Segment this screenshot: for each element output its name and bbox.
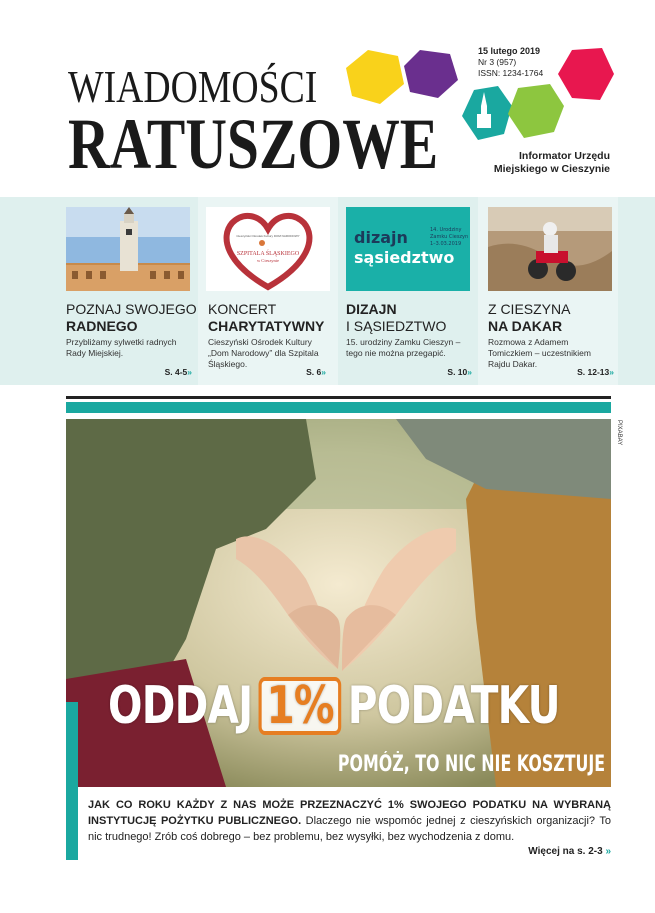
read-more-link[interactable] (528, 846, 611, 857)
banner-side-1: 14. Urodziny (430, 227, 462, 233)
logo-text: SZPITALA ŚLĄSKIEGO (236, 251, 300, 257)
logo-hex-pink (558, 48, 614, 100)
teaser-description: Przybliżamy sylwetki radnych Rady Miejskiej. (66, 337, 177, 358)
percent-badge: 1% (259, 677, 342, 735)
chevron-right-icon: » (187, 367, 192, 377)
lead-accent-bar (66, 702, 78, 860)
logo-hex-yellow (346, 50, 404, 104)
chevron-right-icon: » (321, 367, 326, 377)
motorcycle-photo (488, 207, 612, 291)
teaser-description: Cieszyński Ośrodek Kultury „Dom Narodowy” dla Szpitala Śląskiego. (208, 337, 319, 369)
read-more-label: Więcej na s. 2-3 (528, 846, 603, 857)
publisher-tagline (494, 150, 610, 176)
banner-word-dizajn: dizajn (354, 228, 408, 247)
teaser-heading-light: POZNAJ SWOJEGO (66, 301, 197, 317)
page-number: S. 10 (447, 367, 468, 377)
photo-credit: PIXABAY (616, 420, 622, 446)
logo-subtext: w Cieszynie (256, 258, 280, 263)
issue-meta (478, 46, 543, 79)
teaser-koncert[interactable] (198, 197, 338, 385)
organizer-logo-icon (259, 240, 265, 246)
teaser-heading-light: DIZAJN (346, 301, 397, 317)
page-number: S. 12-13 (577, 367, 610, 377)
teaser-page-ref[interactable] (165, 367, 192, 377)
issue-date: 15 lutego 2019 (478, 46, 541, 56)
lead-bold: JAK CO ROKU KAŻDY Z NAS MOŻE PRZEZNACZYĆ 1% SWOJEGO PODATKU NA WYBRANĄ INSTYTUCJĘ POŻYTKU PUBLICZNEGO. (88, 799, 611, 827)
organizer-text: Cieszyński Ośrodek Kultury DOM NARODOWY (236, 234, 300, 238)
teaser-dakar[interactable] (478, 197, 618, 385)
section-divider (66, 396, 611, 399)
cover-subheadline: POMÓŻ, TO NIC NIE KOSZTUJE (337, 752, 605, 777)
teaser-radny[interactable] (66, 197, 196, 385)
logo-hex-purple (404, 50, 458, 98)
banner-side-3: 1–3.03.2019 (430, 241, 462, 247)
chevron-right-icon: » (605, 846, 611, 857)
tagline-line2: Miejskiego w Cieszynie (493, 163, 610, 175)
masthead-title-line2: RATUSZOWE (68, 104, 439, 184)
teaser-description: Rozmowa z Adamem Tomiczkiem – uczestnikiem Rajdu Dakar. (488, 337, 591, 369)
tagline-line1: Informator Urzędu (518, 150, 610, 162)
teaser-heading-bold: NA DAKAR (488, 318, 563, 334)
cover-headline (108, 676, 560, 736)
teaser-page-ref[interactable] (306, 367, 326, 377)
teaser-description: 15. urodziny Zamku Cieszyn – tego nie można przegapić. (346, 337, 461, 358)
issue-number: Nr 3 (957) (478, 57, 517, 67)
chevron-right-icon: » (467, 367, 472, 377)
lead-text: Dlaczego nie wspomóc jednej z cieszyńskich organizacji? To nic trudnego! Zrób coś dobrego – bez problemu, bez wysyłki, bez wychodzenia z domu. (88, 815, 611, 843)
teaser-heading-bold: CHARYTATYWNY (208, 318, 325, 334)
town-hall-photo (66, 207, 190, 291)
heart-logo (206, 207, 330, 291)
chevron-right-icon: » (609, 367, 614, 377)
banner-word-sasiedztwo: sąsiedztwo (354, 248, 455, 267)
banner-side-2: Zamku Cieszyn (430, 234, 469, 240)
headline-left: ODDAJ (108, 676, 253, 736)
headline-right: PODATKU (347, 676, 560, 736)
lead-paragraph (88, 797, 611, 845)
teaser-page-ref[interactable] (447, 367, 472, 377)
page-number: S. 6 (306, 367, 322, 377)
teaser-heading-light: Z CIESZYNA (488, 301, 571, 317)
teaser-heading-light: KONCERT (208, 301, 277, 317)
dizajn-banner (346, 207, 470, 291)
accent-bar (66, 402, 611, 413)
masthead-title-line1: WIADOMOŚCI (68, 61, 318, 112)
teaser-heading-bold: RADNEGO (66, 318, 138, 334)
page-number: S. 4-5 (164, 367, 188, 377)
logo-hex-green (508, 84, 564, 138)
teaser-heading-bold: I SĄSIEDZTWO (346, 318, 447, 334)
teaser-dizajn[interactable] (346, 197, 476, 385)
teaser-page-ref[interactable] (577, 367, 614, 377)
issn: ISSN: 1234-1764 (478, 68, 544, 78)
